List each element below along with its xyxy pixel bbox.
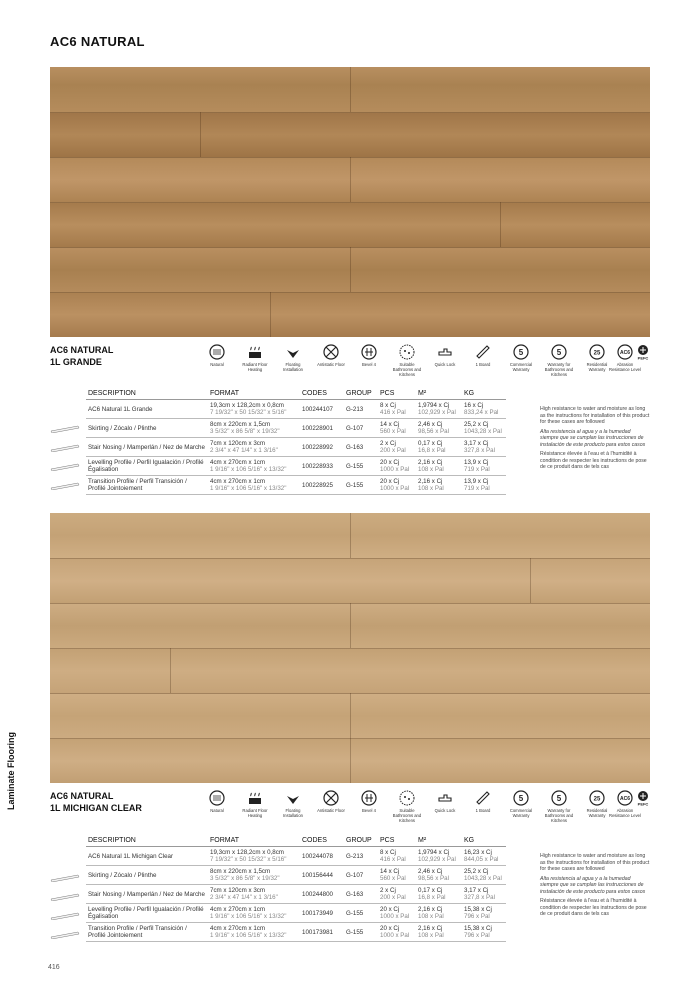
cell-text: 2,16 x Cj xyxy=(418,906,443,913)
cell-desc xyxy=(86,923,208,942)
cell-pcs xyxy=(378,438,416,457)
cell-text: 560 x Pal xyxy=(380,428,406,435)
cell-text: 100228992 xyxy=(302,443,333,451)
cell-text: 108 x Pal xyxy=(418,466,444,473)
cell-desc xyxy=(86,400,208,419)
cell-text: 16 x Cj xyxy=(464,402,484,409)
cell-fmt xyxy=(208,866,300,885)
cell-text: 844,05 x Pal xyxy=(464,856,499,863)
cell-text: 100156444 xyxy=(302,871,333,879)
cell-code xyxy=(300,419,344,438)
cell-text: AC6 Natural 1L Grande xyxy=(88,405,153,413)
cell-text: 8 x Cj xyxy=(380,849,396,856)
cell-kg xyxy=(462,885,506,904)
cell-text: Transition Profile / Perfil Transición / Profilé Jointoiement xyxy=(88,478,187,492)
cell-m2 xyxy=(416,457,462,476)
abrasion-level-icon: AC6 Abrasion Resistance Level xyxy=(608,344,642,372)
cell-desc xyxy=(86,847,208,866)
resistance-notes-michigan-clear: High resistance to water and moisture as long as the instructions for installation of this product for these cases are followed Alta resistencia al agua y a la humedad siempre que se cumplan las instrucciones de instalación de este producto para estos casos Résistance élevée à l'eau et à l'humidité à condition de respecter les instructions de pose de ce produit dans de tels cas xyxy=(540,853,650,917)
cell-fmt xyxy=(208,457,300,476)
cell-pcs xyxy=(378,847,416,866)
page-title: AC6 NATURAL xyxy=(50,34,145,49)
cell-text: 1000 x Pal xyxy=(380,466,410,473)
commercial-warranty-icon: 5 Commercial Warranty xyxy=(504,790,538,818)
cell-code xyxy=(300,847,344,866)
cell-grp xyxy=(344,847,378,866)
residential-warranty-icon: 25 Residential Warranty xyxy=(580,790,614,818)
cell-desc xyxy=(86,476,208,495)
cell-text: 2,46 x Cj xyxy=(418,421,443,428)
bathroom-warranty-icon: 5 Warranty for Bathrooms and Kitchens xyxy=(542,344,576,377)
svg-text:25: 25 xyxy=(593,796,601,803)
cell-kg xyxy=(462,457,506,476)
cell-text: 796 x Pal xyxy=(464,932,490,939)
cell-text: 1 9/16" x 106 5/16" x 13/32" xyxy=(210,466,287,473)
table-row xyxy=(86,885,506,904)
cell-text: 4cm x 270cm x 1cm xyxy=(210,478,266,485)
cell-grp xyxy=(344,885,378,904)
cell-text: 1 9/16" x 106 5/16" x 13/32" xyxy=(210,485,287,492)
cell-text: Skirting / Zócalo / Plinthe xyxy=(88,871,157,879)
cell-text: 1000 x Pal xyxy=(380,932,410,939)
cell-text: 416 x Pal xyxy=(380,409,406,416)
pefc-logo-icon xyxy=(626,344,660,360)
bathroom-warranty-icon: 5 Warranty for Bathrooms and Kitchens xyxy=(542,790,576,823)
cell-code xyxy=(300,476,344,495)
cell-text: 16,8 x Pal xyxy=(418,447,446,454)
cell-text: 100173949 xyxy=(302,909,333,917)
bevel-icon: Bevel 4 xyxy=(352,790,386,813)
natural-icon: Natural xyxy=(200,344,234,367)
transition-profile-icon xyxy=(50,926,80,934)
cell-text: 19,3cm x 128,2cm x 0,8cm xyxy=(210,402,284,409)
cell-m2 xyxy=(416,438,462,457)
cell-text: 796 x Pal xyxy=(464,913,490,920)
wood-sample-grande xyxy=(50,67,650,337)
cell-text: 102,929 x Pal xyxy=(418,856,456,863)
cell-text: Skirting / Zócalo / Plinthe xyxy=(88,424,157,432)
cell-text: 2,16 x Cj xyxy=(418,459,443,466)
cell-text: 2,16 x Cj xyxy=(418,478,443,485)
cell-text: Stair Nosing / Mamperlán / Nez de Marche xyxy=(88,443,205,451)
product-name-grande: AC6 NATURAL 1L GRANDE xyxy=(50,345,114,367)
cell-text: 15,38 x Cj xyxy=(464,925,492,932)
svg-text:5: 5 xyxy=(556,794,562,803)
cell-text: 416 x Pal xyxy=(380,856,406,863)
cell-text: 15,38 x Cj xyxy=(464,906,492,913)
cell-text: 1,9794 x Cj xyxy=(418,402,450,409)
cell-code xyxy=(300,400,344,419)
cell-pcs xyxy=(378,457,416,476)
cell-text: G-107 xyxy=(346,871,364,879)
table-header-row: DESCRIPTION FORMAT CODES GROUP PCS M² KG xyxy=(86,837,506,847)
cell-text: AC6 Natural 1L Michigan Clear xyxy=(88,852,174,860)
svg-text:5: 5 xyxy=(556,348,562,357)
cell-text: 4cm x 270cm x 1cm xyxy=(210,459,266,466)
cell-text: 108 x Pal xyxy=(418,913,444,920)
svg-text:AC6: AC6 xyxy=(619,350,631,356)
cell-text: Transition Profile / Perfil Transición / Profilé Jointoiement xyxy=(88,925,187,939)
cell-fmt xyxy=(208,476,300,495)
wood-sample-michigan-clear xyxy=(50,513,650,783)
cell-text: 13,9 x Cj xyxy=(464,478,489,485)
natural-icon: Natural xyxy=(200,790,234,813)
cell-text: 833,24 x Pal xyxy=(464,409,499,416)
cell-text: G-213 xyxy=(346,405,364,413)
levelling-profile-icon xyxy=(50,907,80,915)
cell-text: 25,2 x Cj xyxy=(464,868,489,875)
cell-text: 3,17 x Cj xyxy=(464,440,489,447)
cell-text: 2 3/4" x 47 1/4" x 1 3/16" xyxy=(210,447,278,454)
cell-text: 100228933 xyxy=(302,462,333,470)
cell-text: 2,16 x Cj xyxy=(418,925,443,932)
skirting-profile-icon xyxy=(50,420,80,428)
cell-text: 102,929 x Pal xyxy=(418,409,456,416)
cell-text: 100244800 xyxy=(302,890,333,898)
one-board-icon: 1 Board xyxy=(466,790,500,813)
table-row xyxy=(86,923,506,942)
feature-icons-grande xyxy=(200,344,650,384)
cell-text: 98,56 x Pal xyxy=(418,875,449,882)
cell-kg xyxy=(462,923,506,942)
cell-kg xyxy=(462,904,506,923)
svg-text:PEFC: PEFC xyxy=(637,801,649,806)
bathrooms-kitchens-icon: Suitable Bathrooms and Kitchens xyxy=(390,344,424,377)
quick-lock-icon: Quick Lock xyxy=(428,344,462,367)
cell-text: 7cm x 120cm x 3cm xyxy=(210,887,266,894)
cell-desc xyxy=(86,438,208,457)
cell-grp xyxy=(344,400,378,419)
cell-text: 7 19/32" x 50 15/32" x 5/16" xyxy=(210,409,287,416)
cell-text: 0,17 x Cj xyxy=(418,440,443,447)
table-row xyxy=(86,904,506,923)
cell-text: 20 x Cj xyxy=(380,925,400,932)
floating-installation-icon: Floating Installation xyxy=(276,344,310,372)
svg-text:25: 25 xyxy=(593,350,601,357)
stair-nosing-profile-icon xyxy=(50,888,80,896)
cell-text: 1000 x Pal xyxy=(380,485,410,492)
cell-m2 xyxy=(416,476,462,495)
cell-kg xyxy=(462,476,506,495)
cell-text: Levelling Profile / Perfil Igualación / Profilé Égalisation xyxy=(88,906,204,920)
cell-kg xyxy=(462,419,506,438)
cell-text: 0,17 x Cj xyxy=(418,887,443,894)
cell-grp xyxy=(344,476,378,495)
antistatic-icon: Antistatic Floor xyxy=(314,790,348,813)
bevel-icon: Bevel 4 xyxy=(352,344,386,367)
cell-text: 1,9794 x Cj xyxy=(418,849,450,856)
cell-text: 100244107 xyxy=(302,405,333,413)
cell-grp xyxy=(344,866,378,885)
cell-text: 200 x Pal xyxy=(380,894,406,901)
cell-text: 327,8 x Pal xyxy=(464,894,495,901)
cell-text: 20 x Cj xyxy=(380,478,400,485)
svg-text:5: 5 xyxy=(518,794,524,803)
cell-text: 4cm x 270cm x 1cm xyxy=(210,906,266,913)
cell-kg xyxy=(462,847,506,866)
resistance-notes-grande: High resistance to water and moisture as long as the instructions for installation of this product for these cases are followed Alta resistencia al agua y a la humedad siempre que se cumplan las instrucciones de instalación de este producto para estos casos Résistance élevée à l'eau et à l'humidité à condition de respecter les instructions de pose de ce produit dans de tels cas xyxy=(540,406,650,470)
cell-text: G-155 xyxy=(346,462,364,470)
transition-profile-icon xyxy=(50,477,80,485)
cell-text: 7cm x 120cm x 3cm xyxy=(210,440,266,447)
cell-desc xyxy=(86,866,208,885)
residential-warranty-icon: 25 Residential Warranty xyxy=(580,344,614,372)
cell-text: 327,8 x Pal xyxy=(464,447,495,454)
cell-text: 1000 x Pal xyxy=(380,913,410,920)
cell-text: G-155 xyxy=(346,909,364,917)
cell-text: 200 x Pal xyxy=(380,447,406,454)
quick-lock-icon: Quick Lock xyxy=(428,790,462,813)
cell-pcs xyxy=(378,923,416,942)
cell-pcs xyxy=(378,400,416,419)
cell-m2 xyxy=(416,866,462,885)
cell-m2 xyxy=(416,847,462,866)
cell-fmt xyxy=(208,419,300,438)
cell-text: G-163 xyxy=(346,890,364,898)
cell-text: Levelling Profile / Perfil Igualación / Profilé Égalisation xyxy=(88,459,204,473)
cell-pcs xyxy=(378,476,416,495)
levelling-profile-icon xyxy=(50,458,80,466)
cell-text: G-107 xyxy=(346,424,364,432)
stair-nosing-profile-icon xyxy=(50,439,80,447)
cell-code xyxy=(300,904,344,923)
cell-code xyxy=(300,866,344,885)
skirting-profile-icon xyxy=(50,869,80,877)
cell-pcs xyxy=(378,885,416,904)
radiant-heating-icon: Radiant Floor Heating xyxy=(238,344,272,372)
one-board-icon: 1 Board xyxy=(466,344,500,367)
cell-text: 1 9/16" x 106 5/16" x 13/32" xyxy=(210,913,287,920)
cell-text: G-155 xyxy=(346,928,364,936)
cell-text: 19,3cm x 128,2cm x 0,8cm xyxy=(210,849,284,856)
cell-text: 108 x Pal xyxy=(418,485,444,492)
cell-grp xyxy=(344,419,378,438)
bathrooms-kitchens-icon: Suitable Bathrooms and Kitchens xyxy=(390,790,424,823)
cell-pcs xyxy=(378,866,416,885)
table-row xyxy=(86,847,506,866)
cell-code xyxy=(300,923,344,942)
cell-desc xyxy=(86,419,208,438)
cell-text: 8cm x 220cm x 1,5cm xyxy=(210,868,271,875)
cell-pcs xyxy=(378,419,416,438)
pefc-logo-icon xyxy=(626,790,660,806)
cell-text: 3 5/32" x 86 5/8" x 19/32" xyxy=(210,428,280,435)
cell-text: G-163 xyxy=(346,443,364,451)
cell-text: 14 x Cj xyxy=(380,421,400,428)
cell-text: 100244078 xyxy=(302,852,333,860)
table-row xyxy=(86,438,506,457)
cell-text: 560 x Pal xyxy=(380,875,406,882)
cell-grp xyxy=(344,904,378,923)
table-row xyxy=(86,400,506,419)
cell-grp xyxy=(344,923,378,942)
cell-text: 2 x Cj xyxy=(380,440,396,447)
cell-fmt xyxy=(208,885,300,904)
feature-icons-michigan-clear xyxy=(200,790,650,830)
cell-code xyxy=(300,438,344,457)
cell-fmt xyxy=(208,923,300,942)
cell-text: Stair Nosing / Mamperlán / Nez de Marche xyxy=(88,890,205,898)
cell-text: G-155 xyxy=(346,481,364,489)
cell-desc xyxy=(86,904,208,923)
cell-text: 7 19/32" x 50 15/32" x 5/16" xyxy=(210,856,287,863)
cell-text: 8cm x 220cm x 1,5cm xyxy=(210,421,271,428)
cell-text: 25,2 x Cj xyxy=(464,421,489,428)
cell-desc xyxy=(86,885,208,904)
cell-text: 14 x Cj xyxy=(380,868,400,875)
cell-fmt xyxy=(208,847,300,866)
cell-text: 16,8 x Pal xyxy=(418,894,446,901)
cell-m2 xyxy=(416,419,462,438)
abrasion-level-icon: AC6 Abrasion Resistance Level xyxy=(608,790,642,818)
floating-installation-icon: Floating Installation xyxy=(276,790,310,818)
cell-pcs xyxy=(378,904,416,923)
table-row xyxy=(86,419,506,438)
cell-text: 8 x Cj xyxy=(380,402,396,409)
cell-grp xyxy=(344,457,378,476)
table-row xyxy=(86,866,506,885)
product-name-michigan-clear: AC6 NATURAL 1L MICHIGAN CLEAR xyxy=(50,791,142,813)
cell-code xyxy=(300,457,344,476)
svg-text:PEFC: PEFC xyxy=(637,355,649,360)
page-number: 416 xyxy=(48,964,60,971)
cell-text: 16,23 x Cj xyxy=(464,849,492,856)
cell-grp xyxy=(344,438,378,457)
cell-desc xyxy=(86,457,208,476)
cell-text: 100173981 xyxy=(302,928,333,936)
cell-m2 xyxy=(416,400,462,419)
cell-text: 719 x Pal xyxy=(464,485,490,492)
svg-text:AC6: AC6 xyxy=(619,796,631,802)
cell-code xyxy=(300,885,344,904)
cell-text: 20 x Cj xyxy=(380,906,400,913)
cell-text: 1043,28 x Pal xyxy=(464,875,502,882)
cell-text: 1 9/16" x 106 5/16" x 13/32" xyxy=(210,932,287,939)
cell-text: 2 3/4" x 47 1/4" x 1 3/16" xyxy=(210,894,278,901)
table-header-row: DESCRIPTION FORMAT CODES GROUP PCS M² KG xyxy=(86,390,506,400)
cell-text: 3 5/32" x 86 5/8" x 19/32" xyxy=(210,875,280,882)
commercial-warranty-icon: 5 Commercial Warranty xyxy=(504,344,538,372)
cell-text: 13,9 x Cj xyxy=(464,459,489,466)
cell-fmt xyxy=(208,438,300,457)
svg-text:5: 5 xyxy=(518,348,524,357)
cell-m2 xyxy=(416,923,462,942)
cell-kg xyxy=(462,866,506,885)
cell-m2 xyxy=(416,904,462,923)
cell-kg xyxy=(462,438,506,457)
table-row xyxy=(86,457,506,476)
cell-fmt xyxy=(208,400,300,419)
cell-text: 20 x Cj xyxy=(380,459,400,466)
cell-text: 719 x Pal xyxy=(464,466,490,473)
cell-text: 100228901 xyxy=(302,424,333,432)
cell-text: 108 x Pal xyxy=(418,932,444,939)
cell-text: 100228925 xyxy=(302,481,333,489)
cell-text: 2,46 x Cj xyxy=(418,868,443,875)
antistatic-icon: Antistatic Floor xyxy=(314,344,348,367)
cell-fmt xyxy=(208,904,300,923)
cell-m2 xyxy=(416,885,462,904)
radiant-heating-icon: Radiant Floor Heating xyxy=(238,790,272,818)
cell-text: 3,17 x Cj xyxy=(464,887,489,894)
cell-text: 1043,28 x Pal xyxy=(464,428,502,435)
table-row xyxy=(86,476,506,495)
cell-text: 4cm x 270cm x 1cm xyxy=(210,925,266,932)
cell-text: G-213 xyxy=(346,852,364,860)
side-section-label: Laminate Flooring xyxy=(6,731,16,810)
cell-text: 2 x Cj xyxy=(380,887,396,894)
spec-table-michigan-clear xyxy=(86,837,506,942)
spec-table-grande xyxy=(86,390,506,495)
cell-kg xyxy=(462,400,506,419)
cell-text: 98,56 x Pal xyxy=(418,428,449,435)
